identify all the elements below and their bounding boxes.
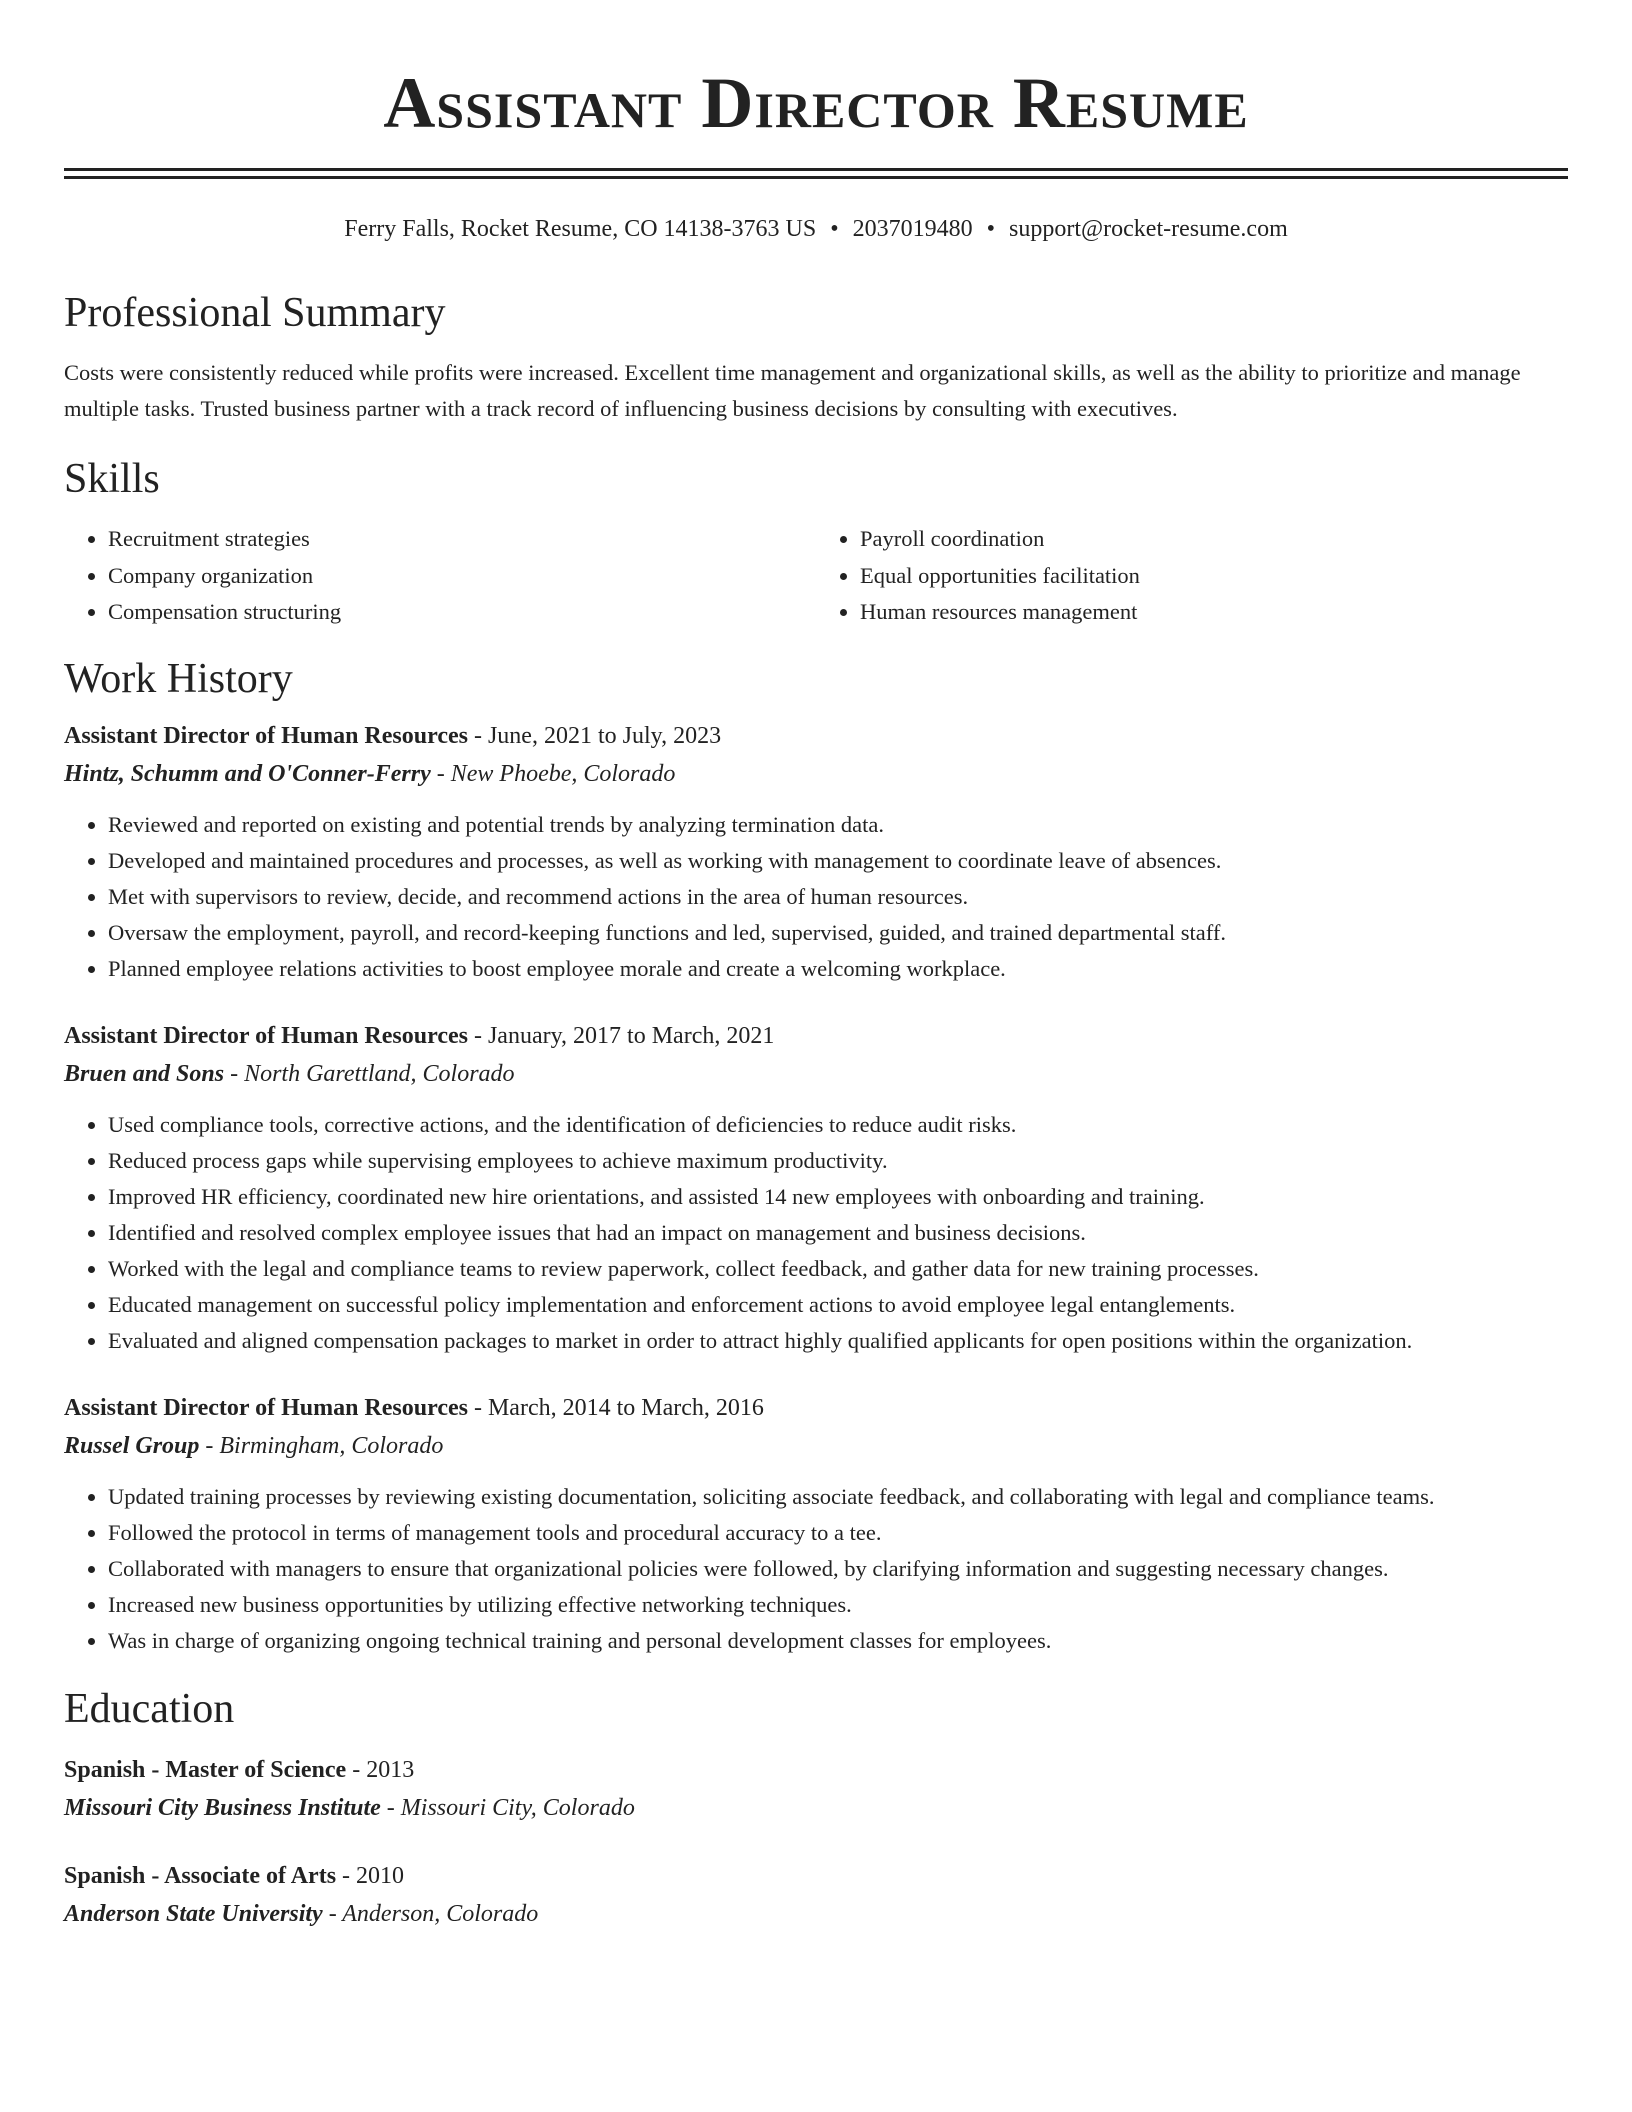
skills-grid — [64, 521, 1568, 631]
duty-item: • Used compliance tools, corrective actions, and the identification of deficiencies to reduce audit risks. — [108, 1107, 1568, 1143]
duty-item: • Updated training processes by reviewing existing documentation, soliciting associate feedback, and collaborating with legal and compliance teams. — [108, 1479, 1568, 1515]
title-double-rule — [64, 168, 1568, 179]
job-role: Assistant Director of Human Resources — [64, 1394, 468, 1421]
education-entry — [64, 1751, 1568, 1827]
skill-item: • Human resources management — [860, 594, 1568, 631]
job-location: Birmingham, Colorado — [219, 1432, 444, 1459]
duty-item: • Oversaw the employment, payroll, and record-keeping functions and led, supervised, guided, and trained departmental staff. — [108, 915, 1568, 951]
job-role: Assistant Director of Human Resources — [64, 722, 468, 749]
job-header — [64, 1389, 1568, 1427]
duty-item: • Evaluated and aligned compensation packages to market in order to attract highly qualified applicants for open positions within the organization. — [108, 1323, 1568, 1359]
dash-separator: - — [467, 1022, 488, 1049]
education-institution — [64, 1895, 1568, 1933]
skill-item: • Equal opportunities facilitation — [860, 558, 1568, 595]
job-employer — [64, 1427, 1568, 1465]
skills-left-column — [64, 521, 816, 631]
job-dates: January, 2017 to March, 2021 — [487, 1022, 775, 1049]
job-location: New Phoebe, Colorado — [450, 760, 676, 787]
skill-item: • Company organization — [108, 558, 816, 595]
contact-line — [64, 213, 1568, 245]
summary-heading: Professional Summary — [64, 290, 446, 336]
contact-separator: • — [830, 216, 839, 242]
education-heading: Education — [64, 1685, 235, 1732]
job-entry — [64, 1389, 1568, 1659]
job-company: Hintz, Schumm and O'Conner-Ferry — [64, 760, 431, 787]
duty-item: • Educated management on successful policy implementation and enforcement actions to avoid employee legal entanglements. — [108, 1287, 1568, 1323]
dash-separator: - — [224, 1060, 245, 1087]
duty-item: • Increased new business opportunities by utilizing effective networking techniques. — [108, 1587, 1568, 1623]
job-company: Bruen and Sons — [64, 1060, 225, 1087]
job-dates: June, 2021 to July, 2023 — [487, 722, 722, 749]
job-header — [64, 717, 1568, 755]
work-history-heading: Work History — [64, 655, 293, 702]
dash-separator: - — [430, 760, 451, 787]
job-entry — [64, 717, 1568, 987]
skills-right-column — [816, 521, 1568, 631]
job-dates: March, 2014 to March, 2016 — [487, 1394, 764, 1421]
job-location: North Garettland, Colorado — [244, 1060, 515, 1087]
dash-separator: - — [199, 1432, 220, 1459]
duty-item: • Was in charge of organizing ongoing technical training and personal development classes for employees. — [108, 1623, 1568, 1659]
duty-item: • Followed the protocol in terms of management tools and procedural accuracy to a tee. — [108, 1515, 1568, 1551]
job-duties — [64, 1107, 1568, 1359]
duty-item: • Developed and maintained procedures and processes, as well as working with management to coordinate leave of absences. — [108, 843, 1568, 879]
dash-separator: - — [467, 722, 488, 749]
duty-item: • Planned employee relations activities to boost employee morale and create a welcoming workplace. — [108, 951, 1568, 987]
duty-item: • Worked with the legal and compliance teams to review paperwork, collect feedback, and gather data for new training processes. — [108, 1251, 1568, 1287]
education-institution — [64, 1789, 1568, 1827]
skills-heading: Skills — [64, 456, 160, 502]
contact-address: Ferry Falls, Rocket Resume, CO 14138-3763 US — [344, 216, 817, 242]
education-header — [64, 1751, 1568, 1789]
dash-separator: - — [336, 1862, 357, 1889]
job-duties — [64, 1479, 1568, 1659]
education-location: Anderson, Colorado — [342, 1900, 539, 1927]
job-role: Assistant Director of Human Resources — [64, 1022, 468, 1049]
duty-item: • Collaborated with managers to ensure that organizational policies were followed, by clarifying information and suggesting necessary changes. — [108, 1551, 1568, 1587]
dash-separator: - — [380, 1794, 401, 1821]
education-school: Missouri City Business Institute — [64, 1794, 381, 1821]
job-employer — [64, 755, 1568, 793]
skill-item: • Recruitment strategies — [108, 521, 816, 558]
contact-phone: 2037019480 — [852, 216, 973, 242]
duty-item: • Reduced process gaps while supervising employees to achieve maximum productivity. — [108, 1143, 1568, 1179]
job-company: Russel Group — [64, 1432, 200, 1459]
duty-item: • Improved HR efficiency, coordinated new hire orientations, and assisted 14 new employees with onboarding and training. — [108, 1179, 1568, 1215]
education-school: Anderson State University — [64, 1900, 323, 1927]
education-year: 2010 — [356, 1862, 405, 1889]
contact-separator: • — [986, 216, 996, 242]
skill-item: • Payroll coordination — [860, 521, 1568, 558]
duty-item: • Reviewed and reported on existing and potential trends by analyzing termination data. — [108, 807, 1568, 843]
education-degree: Spanish - Master of Science — [64, 1756, 347, 1783]
contact-email: support@rocket-resume.com — [1009, 216, 1288, 242]
education-entry — [64, 1857, 1568, 1933]
job-entry — [64, 1017, 1568, 1359]
duty-item: • Identified and resolved complex employee issues that had an impact on management and business decisions. — [108, 1215, 1568, 1251]
job-header — [64, 1017, 1568, 1055]
skill-item: • Compensation structuring — [108, 594, 816, 631]
job-duties — [64, 807, 1568, 987]
education-header — [64, 1857, 1568, 1895]
dash-separator: - — [322, 1900, 343, 1927]
job-employer — [64, 1055, 1568, 1093]
summary-text: Costs were consistently reduced while profits were increased. Excellent time management and organizational skills, as well as the ability to prioritize and manage multiple tasks. Trusted business partner with a track record of influencing business decisions by consulting with executives. — [64, 360, 1521, 421]
education-degree: Spanish - Associate of Arts — [64, 1862, 337, 1889]
dash-separator: - — [467, 1394, 488, 1421]
duty-item: • Met with supervisors to review, decide, and recommend actions in the area of human resources. — [108, 879, 1568, 915]
education-location: Missouri City, Colorado — [400, 1794, 635, 1821]
dash-separator: - — [346, 1756, 367, 1783]
resume-title: Assistant Director Resume — [383, 63, 1249, 143]
education-year: 2013 — [366, 1756, 415, 1783]
